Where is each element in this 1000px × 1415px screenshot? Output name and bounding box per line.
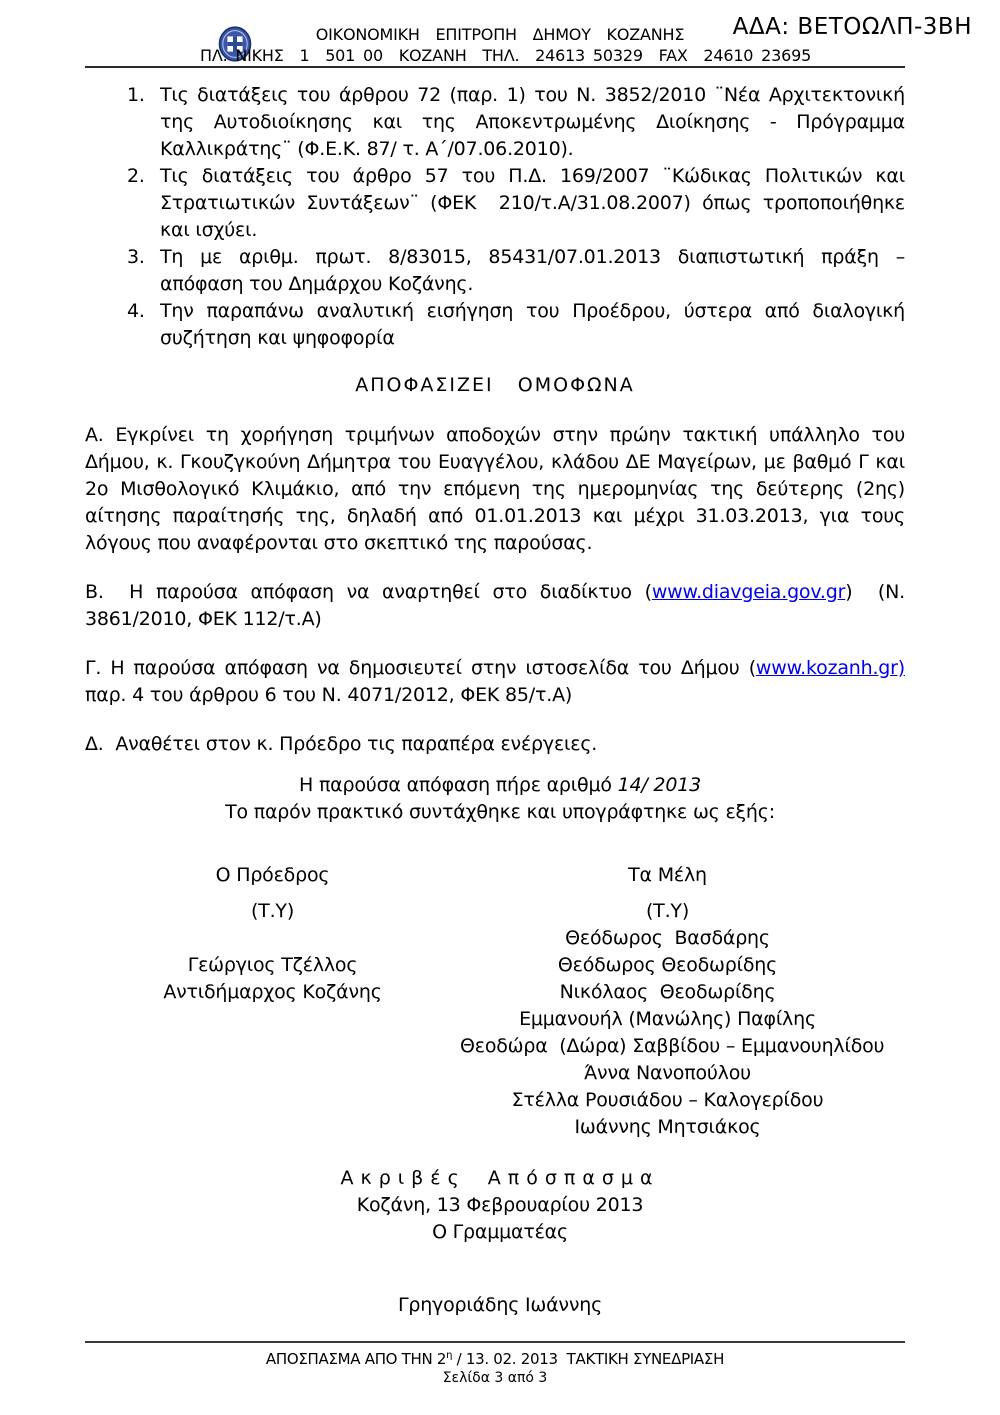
- letterhead: [200, 24, 812, 66]
- list-item: [127, 82, 911, 163]
- legal-references-list: [127, 82, 911, 352]
- secretary-title: Ο Γραμματέας: [432, 1221, 568, 1243]
- org-address: ΠΛ. ΝΙΚΗΣ 1 501 00 ΚΟΖΑΝΗ ΤΗΛ. 24613 50329 FAX 24610 23695: [200, 46, 812, 65]
- paragraph-c-text-after: παρ. 4 του άρθρου 6 του Ν. 4071/2012, ΦΕΚ 85/τ.Α): [85, 657, 911, 706]
- attestation-block: [0, 1165, 1000, 1319]
- decision-paragraph-d: Δ. Αναθέτει στον κ. Πρόεδρο τις παραπέρα ενέργειες.: [85, 733, 598, 755]
- president-spacer: [85, 925, 460, 952]
- decision-number-prefix: Η παρούσα απόφαση πήρε αριθμό: [299, 774, 618, 796]
- ada-code: ΑΔΑ: ΒΕΤΟΩΛΠ-3ΒΗ: [732, 14, 972, 40]
- footer-divider: [85, 1341, 905, 1343]
- list-item-text: Τη με αριθμ. πρωτ. 8/83015, 85431/07.01.2013 διαπιστωτική πράξη – απόφαση του Δημάρχου Κοζάνης.: [160, 246, 911, 295]
- paragraph-b-text-after: ) (Ν. 3861/2010, ΦΕΚ 112/τ.Α): [85, 581, 911, 630]
- member-name: Εμμανουήλ (Μανώλης) Παφίλης: [519, 1008, 816, 1030]
- list-item-number: 3.: [127, 246, 145, 268]
- president-ty: (Τ.Υ): [250, 900, 295, 922]
- member-name: Στέλλα Ρουσιάδου – Καλογερίδου: [511, 1089, 824, 1111]
- list-item: [127, 244, 911, 298]
- decision-paragraph-c: [85, 655, 911, 709]
- decision-number-value: 14/ 2013: [617, 774, 701, 796]
- page-number: Σελίδα 3 από 3: [442, 1370, 548, 1386]
- president-name: Γεώργιος Τζέλλος: [187, 954, 358, 976]
- secretary-name: Γρηγοριάδης Ιωάννης: [397, 1294, 603, 1316]
- signatures: [0, 862, 1000, 1141]
- member-name: Θεόδωρος Βασδάρης: [565, 927, 770, 949]
- members-signature-column: [460, 862, 885, 1141]
- list-item-number: 1.: [127, 84, 145, 106]
- decision-paragraph-b: [85, 579, 911, 633]
- footer-session-line: [85, 1346, 905, 1369]
- list-item-number: 4.: [127, 300, 145, 322]
- header-divider: [85, 66, 905, 68]
- list-item-number: 2.: [127, 165, 145, 187]
- president-title: Ο Πρόεδρος: [215, 864, 330, 886]
- exact-copy-line: Ακριβές Απόσπασμα: [340, 1167, 660, 1189]
- member-name: Άννα Νανοπούλου: [584, 1062, 751, 1084]
- org-name: ΟΙΚΟΝΟΜΙΚΗ ΕΠΙΤΡΟΠΗ ΔΗΜΟΥ ΚΟΖΑΝΗΣ: [315, 25, 685, 44]
- paragraph-b-text-before: Β. Η παρούσα απόφαση να αναρτηθεί στο διαδίκτυο (: [85, 581, 652, 603]
- page-footer: [85, 1341, 905, 1388]
- place-date-line: Κοζάνη, 13 Φεβρουαρίου 2013: [356, 1194, 644, 1216]
- member-name: Νικόλαος Θεοδωρίδης: [559, 981, 776, 1003]
- member-name: Θεόδωρος Θεοδωρίδης: [557, 954, 778, 976]
- list-item-text: Τις διατάξεις του άρθρο 57 του Π.Δ. 169/2007 ¨Κώδικας Πολιτικών και Στρατιωτικών Συντάξεων¨ (ΦΕΚ 210/τ.Α/31.08.2007) όπως τροποποιήθηκε και ισχύει.: [160, 165, 911, 241]
- signed-statement-line: Το παρόν πρακτικό συντάχθηκε και υπογράφτηκε ως εξής:: [225, 801, 775, 823]
- list-item-text: Τις διατάξεις του άρθρου 72 (παρ. 1) του Ν. 3852/2010 ¨Νέα Αρχιτεκτονική της Αυτοδιοίκησης και της Αποκεντρωμένης Διοίκησης - Πρόγραμμα Καλλικράτης¨ (Φ.Ε.Κ. 87/ τ. Α΄/07.06.2010).: [160, 84, 911, 160]
- members-title: Τα Μέλη: [628, 864, 707, 886]
- diavgeia-link[interactable]: www.diavgeia.gov.gr: [651, 581, 846, 603]
- document-body: [85, 82, 911, 758]
- president-signature-column: [85, 862, 460, 1141]
- paragraph-c-text-before: Γ. Η παρούσα απόφαση να δημοσιευτεί στην ιστοσελίδα του Δήμου (: [85, 657, 756, 679]
- footer-session-text: ΑΠΟΣΠΑΣΜΑ ΑΠΟ ΤΗΝ 2: [265, 1350, 447, 1368]
- members-ty: (Τ.Υ): [645, 900, 690, 922]
- decision-number-line: [0, 772, 1000, 799]
- list-item: [127, 298, 911, 352]
- member-name: Θεοδώρα (Δώρα) Σαββίδου – Εμμανουηλίδου: [460, 1035, 885, 1057]
- closing-section: [0, 772, 1000, 1319]
- decision-paragraph-a: Α. Εγκρίνει τη χορήγηση τριμήνων αποδοχών στην πρώην τακτική υπάλληλο του Δήμου, κ. Γκουζγκούνη Δήμητρα του Ευαγγέλου, κλάδου ΔΕ Μαγείρων, με βαθμό Γ και 2ο Μισθολογικό Κλιμάκιο, από την επόμενη της ημερομηνίας της δεύτερης (2ης) αίτησης παραίτησής της, δηλαδή από 01.01.2013 και μέχρι 31.03.2013, για τους λόγους που αναφέρονται στο σκεπτικό της παρούσας.: [85, 424, 911, 554]
- decision-heading: ΑΠΟΦΑΣΙΖΕΙ ΟΜΟΦΩΝΑ: [355, 374, 635, 396]
- footer-session-superscript: η: [446, 1350, 453, 1361]
- member-name: Ιωάννης Μητσιάκος: [574, 1116, 761, 1138]
- president-role: Αντιδήμαρχος Κοζάνης: [163, 981, 382, 1003]
- footer-session-text-after: / 13. 02. 2013 ΤΑΚΤΙΚΗ ΣΥΝΕΔΡΙΑΣΗ: [452, 1350, 725, 1368]
- kozani-site-link[interactable]: www.kozanh.gr): [755, 657, 905, 679]
- list-item-text: Την παραπάνω αναλυτική εισήγηση του Προέδρου, ύστερα από διαλογική συζήτηση και ψηφοφορία: [160, 300, 911, 349]
- list-item: [127, 163, 911, 244]
